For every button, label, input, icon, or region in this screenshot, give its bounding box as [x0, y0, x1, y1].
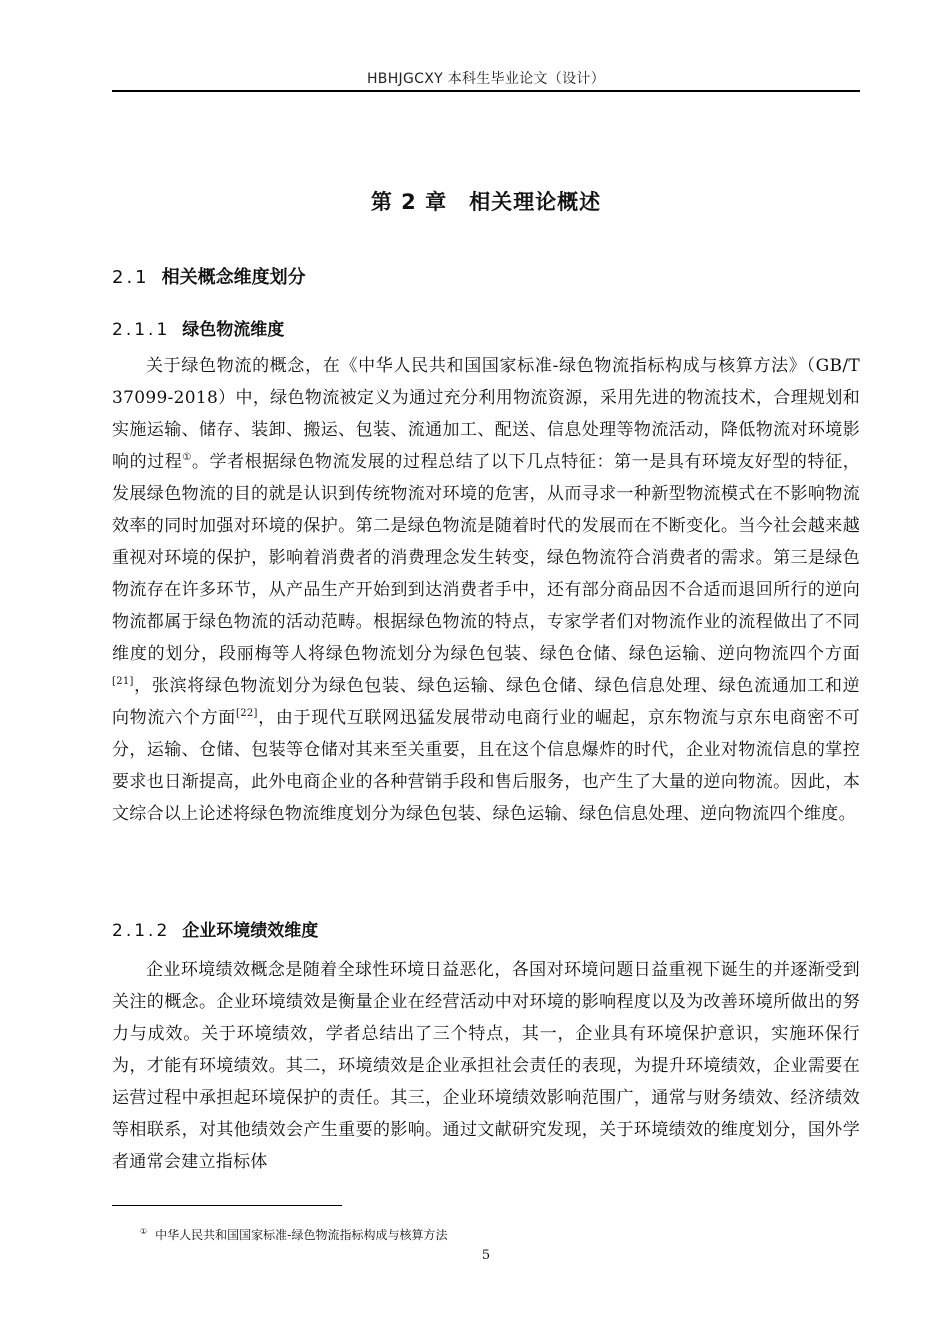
- section-number: 2.1: [112, 267, 150, 288]
- section-number: 2.1.1: [112, 320, 171, 340]
- footnote: [140, 1226, 448, 1243]
- section-title: 绿色物流维度: [182, 320, 285, 340]
- chapter-title: [112, 186, 860, 216]
- section-heading-2-1-2: [112, 916, 318, 941]
- section-number: 2.1.2: [112, 921, 171, 941]
- paragraph-text: ，由于现代互联网迅猛发展带动电商行业的崛起，京东物流与京东电商密不可分，运输、仓储、包装等仓储对其来至关重要，且在这个信息爆炸的时代，企业对物流信息的掌控要求也日渐提高，此外电商企业的各种营销手段和售后服务，也产生了大量的逆向物流。因此，本文综合以上论述将绿色物流维度划分为绿色包装、绿色运输、绿色信息处理、逆向物流四个维度。: [112, 708, 860, 824]
- section-heading-2-1-1: [112, 315, 284, 340]
- paragraph-text: 关于绿色物流的概念，在《中华人民共和国国家标准-绿色物流指标构成与核算方法》（GB/T 37099-2018）中，绿色物流被定义为通过充分利用物流资源，采用先进的物流技术，合理规划和实施运输、储存、装卸、搬运、包装、流通加工、配送、信息处理等物流活动，降低物流对环境影响的过程: [112, 356, 860, 472]
- page-number: 5: [481, 1248, 491, 1263]
- citation-ref[interactable]: [21]: [112, 676, 134, 687]
- section-heading-2-1: [112, 263, 306, 289]
- section-title: 相关概念维度划分: [161, 267, 306, 288]
- running-header: HBHJGCXY 本科生毕业论文（设计）: [366, 71, 605, 87]
- footnote-text: 中华人民共和国国家标准-绿色物流指标构成与核算方法: [155, 1228, 448, 1242]
- footnote-mark: ①: [140, 1227, 148, 1236]
- chapter-name: 相关理论概述: [469, 190, 602, 214]
- footnote-rule: [112, 1205, 342, 1206]
- paragraph-text: 。学者根据绿色物流发展的过程总结了以下几点特征：第一是具有环境友好型的特征，发展绿色物流的目的就是认识到传统物流对环境的危害，从而寻求一种新型物流模式在不影响物流效率的同时加强对环境的保护。第二是绿色物流是随着时代的发展而在不断变化。当今社会越来越重视对环境的保护，影响着消费者的消费理念发生转变，绿色物流符合消费者的需求。第三是绿色物流存在许多环节，从产品生产开始到到达消费者手中，还有部分商品因不合适而退回所行的逆向物流都属于绿色物流的活动范畴。根据绿色物流的特点，专家学者们对物流作业的流程做出了不同维度的划分，段丽梅等人将绿色物流划分为绿色包装、绿色仓储、绿色运输、逆向物流四个方面: [112, 452, 861, 664]
- paragraph-text: ，张滨将绿色物流划分为绿色包装、绿色运输、绿色仓储、绿色信息处理、绿色流通加工和逆向物流六个方面: [112, 676, 860, 728]
- paragraph-green-logistics: [112, 350, 860, 830]
- footnote-marker[interactable]: ①: [182, 452, 192, 463]
- chapter-number: 第 2 章: [370, 190, 448, 214]
- header-rule: [112, 90, 860, 92]
- section-title: 企业环境绩效维度: [182, 921, 319, 941]
- citation-ref[interactable]: [22]: [236, 708, 258, 719]
- paragraph-environmental-performance: 企业环境绩效概念是随着全球性环境日益恶化，各国对环境问题日益重视下诞生的并逐渐受到关注的概念。企业环境绩效是衡量企业在经营活动中对环境的影响程度以及为改善环境所做出的努力与成效。关于环境绩效，学者总结出了三个特点，其一，企业具有环境保护意识，实施环保行为，才能有环境绩效。其二，环境绩效是企业承担社会责任的表现，为提升环境绩效，企业需要在运营过程中承担起环境保护的责任。其三，企业环境绩效影响范围广，通常与财务绩效、经济绩效等相联系，对其他绩效会产生重要的影响。通过文献研究发现，关于环境绩效的维度划分，国外学者通常会建立指标体: [112, 960, 860, 1172]
